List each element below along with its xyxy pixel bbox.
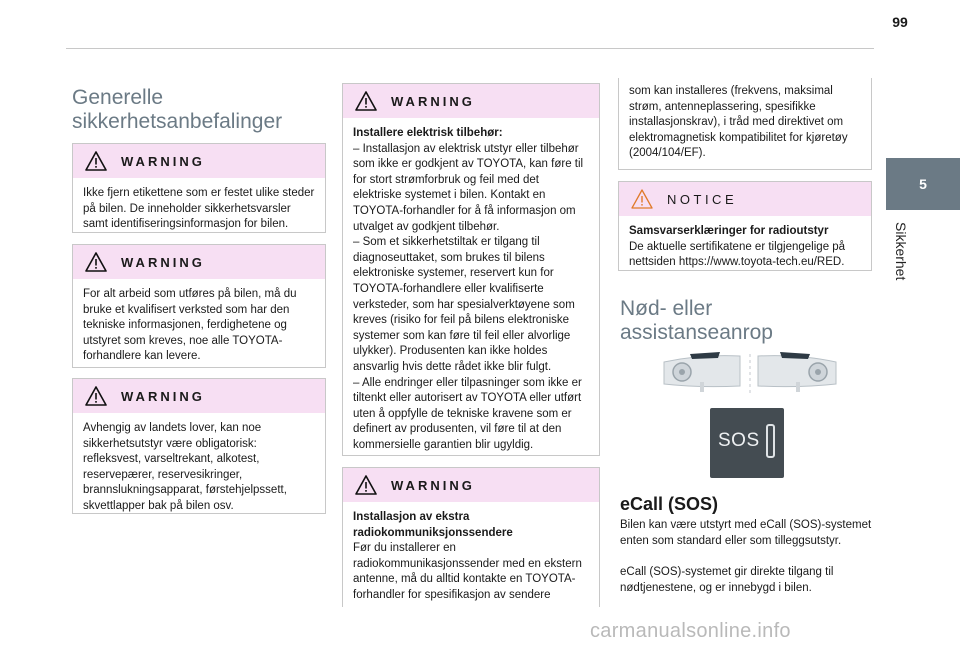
section-heading-line: assistanseanrop <box>620 321 773 344</box>
warning-triangle-icon <box>355 475 377 495</box>
warning-box-radio-transmitters <box>342 467 600 607</box>
warning-body: For alt arbeid som utføres på bilen, må du bruke et kvalifisert verksted som har den tekniske informasjonen, ferdighetene og utstyret som kreves, noe alle TOYOTA-forhandlere kan levere. <box>83 288 297 363</box>
warning-triangle-icon <box>85 386 107 406</box>
notice-body <box>619 216 871 279</box>
warning-header <box>343 84 599 118</box>
ecall-paragraph-2: eCall (SOS)-systemet gir direkte tilgang til nødtjenestene, og er innebygd i bilen. <box>620 566 834 594</box>
warning-title: WARNING <box>121 388 205 404</box>
section-heading-line: Generelle <box>72 86 164 109</box>
section-heading-line: sikkerhetsanbefalinger <box>72 110 283 133</box>
warning-title: WARNING <box>121 153 205 169</box>
warning-title: WARNING <box>391 477 475 493</box>
warning-header <box>73 245 325 279</box>
warning-body: Avhengig av landets lover, kan noe sikkerhetsutstyr være obligatorisk: refleksvest, varseltrekant, alkotest, reservepærer, reservesikringer, brannslukningsapparat, førstehjelpssett, skvettlapper bak på bilen osv. <box>83 422 287 512</box>
warning-body <box>343 502 599 612</box>
warning-box-electrical-accessories <box>342 83 600 456</box>
warning-triangle-icon <box>355 91 377 111</box>
notice-title: NOTICE <box>667 191 738 207</box>
warning-paragraph: – Som et sikkerhetstiltak er tilgang til diagnoseuttaket, som brukes til bilens elektroniske systemer, reservert kun for TOYOTA-forhandlere eller kvalifiserte verksteder, som har spesialverktøyene som kreves (risiko for feil på bilens elektroniske systemer som kan føre til feil eller alvorlige ulykker). Produsenten kan ikke holdes ansvarlig hvis dette rådet ikke blir fulgt. <box>353 236 575 373</box>
page-number: 99 <box>892 14 908 30</box>
warning-paragraph: Før du installerer en radiokommunikasjonssender med en ekstern antenne, må du alltid kontakte en TOYOTA-forhandler for spesifikasjon av sendere <box>353 542 582 601</box>
warning-triangle-icon <box>85 252 107 272</box>
warning-triangle-icon <box>85 151 107 171</box>
ecall-paragraph-1: Bilen kan være utstyrt med eCall (SOS)-systemet enten som standard eller som tilleggsutstyr. <box>620 519 872 547</box>
notice-header <box>619 182 871 216</box>
warning-subtitle: Installasjon av ekstra radiokommuniksjonssendere <box>353 511 513 539</box>
watermark: carmanualsonline.info <box>590 620 791 642</box>
warning-box-equipment <box>72 378 326 514</box>
warning-header <box>343 468 599 502</box>
ecall-heading: eCall (SOS) <box>620 494 719 514</box>
warning-header <box>73 379 325 413</box>
overhead-console-illustration <box>660 348 840 398</box>
section-heading-general-safety <box>72 86 332 134</box>
warning-title: WARNING <box>121 254 205 270</box>
top-divider <box>66 48 874 49</box>
warning-paragraph: – Installasjon av elektrisk utstyr eller tilbehør som ikke er godkjent av TOYOTA, kan føre til for stort strømforbruk og feil med det elektriske systemet i bilen. Kontakt en TOYOTA-forhandler for å få informasjon om utvalget av godkjent tilbehør. <box>353 142 584 233</box>
warning-body: som kan installeres (frekvens, maksimal strøm, antenneplassering, spesifikke installasjonskrav), i tråd med direktivet om elektromagnetisk kompatibilitet for kjøretøy (2004/104/EF). <box>629 85 848 160</box>
notice-triangle-icon <box>631 189 653 209</box>
sos-button-illustration <box>710 408 784 478</box>
sos-indicator-icon <box>766 424 775 458</box>
warning-subtitle: Installere elektrisk tilbehør: <box>353 127 503 139</box>
warning-box-workshop <box>72 244 326 368</box>
warning-box-labels <box>72 143 326 233</box>
warning-body: Ikke fjern etikettene som er festet ulike steder på bilen. De inneholder sikkerhetsvarsler samt identifiseringsinformasjon for bilen. <box>83 187 315 231</box>
section-heading-emergency-call <box>620 297 874 345</box>
warning-body <box>343 118 599 461</box>
warning-title: WARNING <box>391 93 475 109</box>
warning-header <box>73 144 325 178</box>
warning-box-continued <box>618 78 872 170</box>
sos-label: SOS <box>718 430 760 451</box>
section-heading-line: Nød- eller <box>620 297 713 320</box>
chapter-name: Sikkerhet <box>893 222 909 281</box>
warning-paragraph: – Alle endringer eller tilpasninger som ikke er tiltenkt eller autorisert av TOYOTA eller utført uten å oppfylle de tekniske kravene som er definert av produsenten, vil føre til at den kommersielle garantien blir ugyldig. <box>353 376 582 451</box>
chapter-tab[interactable]: 5 <box>886 158 960 210</box>
notice-box-radio-declarations <box>618 181 872 271</box>
notice-paragraph: De aktuelle sertifikatene er tilgjengelige på nettsiden https://www.toyota-tech.eu/RED. <box>629 240 846 269</box>
notice-subtitle: Samsvarserklæringer for radioutstyr <box>629 225 829 237</box>
